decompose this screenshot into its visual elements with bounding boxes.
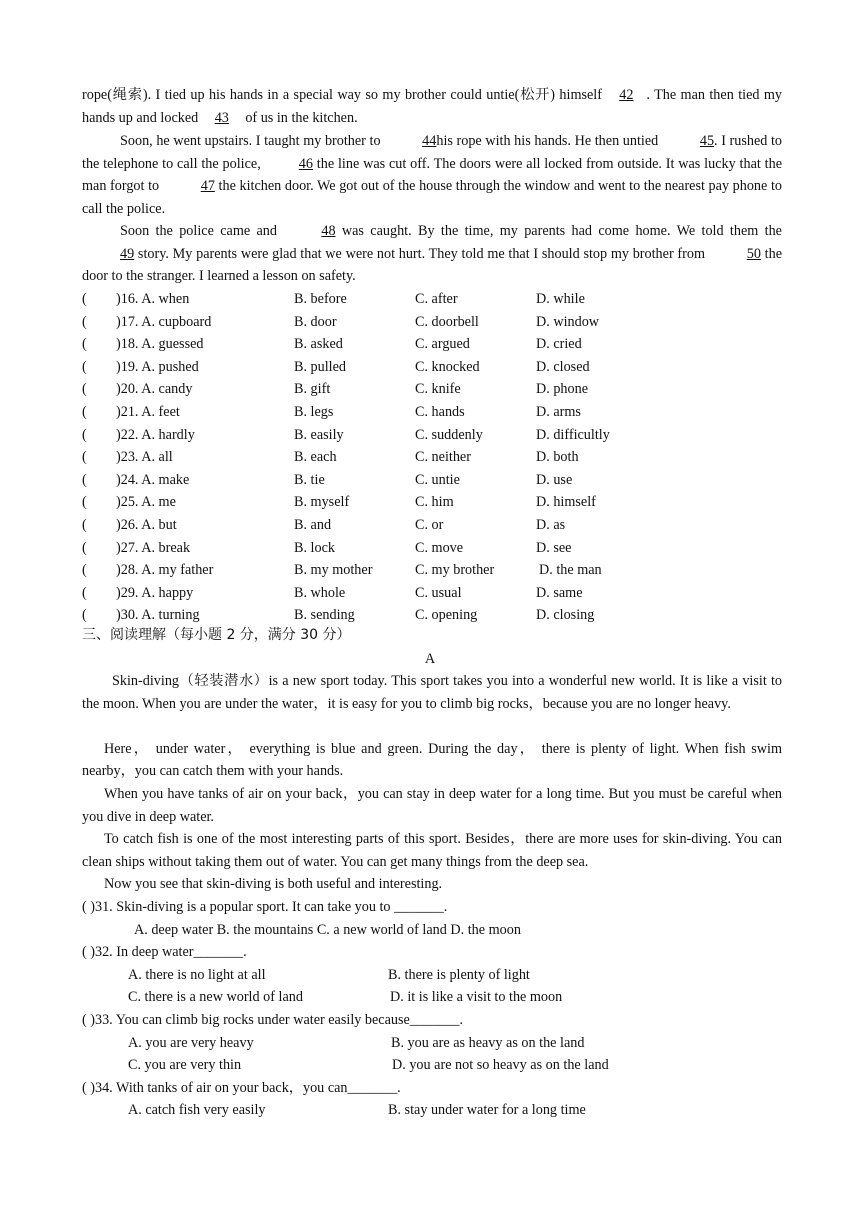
option-c: C. knife [415,381,461,398]
cloze-question [82,424,782,446]
option-c: C. him [415,494,454,511]
cloze-question [82,356,782,378]
question-33-options-cd [82,1054,782,1076]
blank-45: 45 [699,133,715,149]
answer-paren[interactable]: ( [82,494,87,511]
answer-paren[interactable]: ( [82,471,87,488]
reading-paragraph-2: Here， under water， everything is blue and green. During the day， there is plenty of light. When fish swim nearby，you can catch them with your hands. [82,740,782,780]
option-c: C. usual [415,584,462,601]
option-c: C. hands [415,404,465,420]
option-c: C. suddenly [415,426,483,443]
passage-paragraph-3 [82,220,782,288]
part-label: A [424,651,436,667]
cloze-question [82,446,782,468]
option-a: )21. A. feet [116,404,180,420]
blank-50: 50 [746,245,761,262]
option-d: D. see [536,539,572,556]
option-c: C. move [415,539,464,556]
cloze-question [82,559,782,581]
option-a: A. there is no light at all [128,966,266,983]
option-d: D. while [536,291,585,307]
answer-paren[interactable]: ( [82,607,87,624]
passage-text: Soon, he went upstairs. I taught my brother to [120,133,385,149]
option-a: )30. A. turning [116,607,200,624]
question-stem[interactable]: ( )33. You can climb big rocks under water easily because_______. [82,1012,463,1028]
answer-paren[interactable]: ( [82,313,87,330]
option-a: )24. A. make [116,471,190,488]
option-c: C. you are very thin [128,1057,242,1074]
option-a: )18. A. guessed [116,336,204,353]
option-b: B. there is plenty of light [388,966,530,983]
answer-paren[interactable]: ( [82,404,87,420]
option-d: D. closed [536,358,590,375]
option-a: )25. A. me [116,494,176,511]
option-b: B. you are as heavy as on the land [391,1034,585,1051]
option-d: D. same [536,584,583,601]
question-34-options-ab [82,1099,782,1121]
option-b: B. myself [294,494,350,511]
cloze-question [82,378,782,400]
option-d: D. closing [536,607,595,624]
answer-paren[interactable]: ( [82,517,87,533]
option-line: A. deep water B. the mountains C. a new world of land D. the moon [134,921,521,938]
blank-46: 46 [298,155,313,172]
passage-text: . The man then tied my hands up and locked [82,87,782,126]
option-a: )22. A. hardly [116,426,195,443]
answer-paren[interactable]: ( [82,562,87,579]
reading-paragraph-4: To catch fish is one of the most interesting parts of this sport. Besides，there are more uses for skin-diving. You can clean ships without taking them out of water. You can get many things from the deep sea. [82,831,782,870]
question-32-options-ab [82,964,782,986]
blank-47: 47 [200,178,215,195]
passage-text: of us in the kitchen. [241,109,358,126]
cloze-question [82,537,782,559]
answer-paren[interactable]: ( [82,291,87,307]
blank-44: 44 [422,133,437,149]
option-a: )19. A. pushed [116,358,199,375]
option-d: D. you are not so heavy as on the land [392,1057,609,1074]
cloze-question [82,582,782,604]
cloze-question [82,491,782,513]
question-34 [82,1077,782,1099]
option-b: B. lock [294,539,335,556]
option-a: )29. A. happy [116,584,194,601]
option-b: B. stay under water for a long time [388,1102,586,1119]
option-b: B. door [294,313,337,330]
blank-49: 49 [120,245,135,262]
option-b: B. and [294,517,332,533]
question-31 [82,896,782,918]
option-b: B. legs [294,404,334,420]
option-b: B. tie [294,471,325,488]
option-c: C. opening [415,607,478,624]
question-31-options [82,919,782,941]
option-d: D. the man [539,562,602,579]
option-d: D. it is like a visit to the moon [390,989,563,1006]
option-a: )27. A. break [116,539,191,556]
option-c: C. after [415,291,458,307]
reading-paragraph-5: Now you see that skin-diving is both useful and interesting. [104,876,443,893]
question-stem[interactable]: ( )34. With tanks of air on your back，you can_______. [82,1079,401,1096]
option-c: C. my brother [415,562,495,579]
answer-paren[interactable]: ( [82,539,87,556]
option-c: C. neither [415,449,471,466]
reading-paragraph-1: Skin-diving（轻装潜水）is a new sport today. This sport takes you into a wonderful new world. It is like a visit to the moon. When you are under the water，it is easy for you to climb big rocks，because you are no longer heavy. [82,673,782,712]
answer-paren[interactable]: ( [82,426,87,443]
option-a: )26. A. but [116,517,177,533]
passage-text: the line was cut off. The doors were all locked from outside. It was lucky that the man forgot to [82,155,782,195]
passage-text: story. My parents were glad that we were not hurt. They told me that I should stop my brother from [134,245,709,262]
question-32 [82,941,782,963]
question-stem[interactable]: ( )32. In deep water_______. [82,944,247,961]
answer-paren[interactable]: ( [82,584,87,601]
question-stem[interactable]: ( )31. Skin-diving is a popular sport. It can take you to _______. [82,899,448,915]
option-d: D. arms [536,404,581,420]
option-b: B. pulled [294,358,347,375]
answer-paren[interactable]: ( [82,449,87,466]
option-d: D. both [536,449,579,466]
option-a: )20. A. candy [116,381,193,398]
option-c: C. or [415,517,444,533]
option-d: D. as [536,517,566,533]
option-b: B. gift [294,381,331,398]
option-b: B. whole [294,584,346,601]
option-a: )16. A. when [116,291,190,307]
passage-text: the kitchen door. We got out of the house through the window and went to the nearest pay phone to call the police. [82,178,782,217]
reading-paragraph-3: When you have tanks of air on your back，you can stay in deep water for a long time. But you must be careful when you dive in deep water. [82,786,782,825]
answer-paren[interactable]: ( [82,358,87,375]
blank-48: 48 [321,223,336,239]
question-33-options-ab [82,1032,782,1054]
option-a: )28. A. my father [116,562,214,579]
option-d: D. phone [536,381,589,398]
option-b: B. sending [294,607,355,624]
option-b: B. my mother [294,562,373,579]
cloze-question [82,333,782,355]
passage-paragraph-1 [82,84,782,129]
cloze-question [82,401,782,423]
passage-paragraph-2 [82,130,782,220]
option-c: C. knocked [415,358,480,375]
option-a: )23. A. all [116,449,173,466]
cloze-question [82,288,782,310]
answer-paren[interactable]: ( [82,381,87,398]
question-33 [82,1009,782,1031]
section-heading: 三、阅读理解（每小题 2 分，满分 30 分） [82,627,351,643]
option-d: D. himself [536,494,596,511]
option-a: A. you are very heavy [128,1034,254,1051]
option-a: )17. A. cupboard [116,313,212,330]
option-b: B. before [294,291,347,307]
option-d: D. cried [536,336,582,353]
passage-text: . I rushed to the telephone to call the police, [82,133,783,172]
option-c: C. there is a new world of land [128,989,303,1006]
passage-text: Soon the police came and [120,223,284,239]
passage-text: the door to the stranger. I learned a lesson on safety. [82,245,782,285]
answer-paren[interactable]: ( [82,336,87,353]
blank-42: 42 [619,87,634,103]
option-a: A. catch fish very easily [128,1102,266,1119]
cloze-question [82,311,782,333]
option-d: D. use [536,471,573,488]
blank-43: 43 [214,109,229,126]
option-c: C. doorbell [415,313,479,330]
option-c: C. untie [415,471,460,488]
question-32-options-cd [82,986,782,1008]
cloze-question [82,514,782,536]
cloze-question [82,469,782,491]
option-b: B. each [294,449,337,466]
passage-text: his rope with his hands. He then untied [436,133,662,149]
passage-text: rope(绳索). I tied up his hands in a special way so my brother could untie(松开) himself [82,87,607,103]
option-b: B. easily [294,426,344,443]
passage-text: was caught. By the time, my parents had come home. We told them the [335,223,782,239]
option-d: D. difficultly [536,426,610,443]
option-c: C. argued [415,336,470,353]
option-b: B. asked [294,336,343,353]
option-d: D. window [536,313,600,330]
